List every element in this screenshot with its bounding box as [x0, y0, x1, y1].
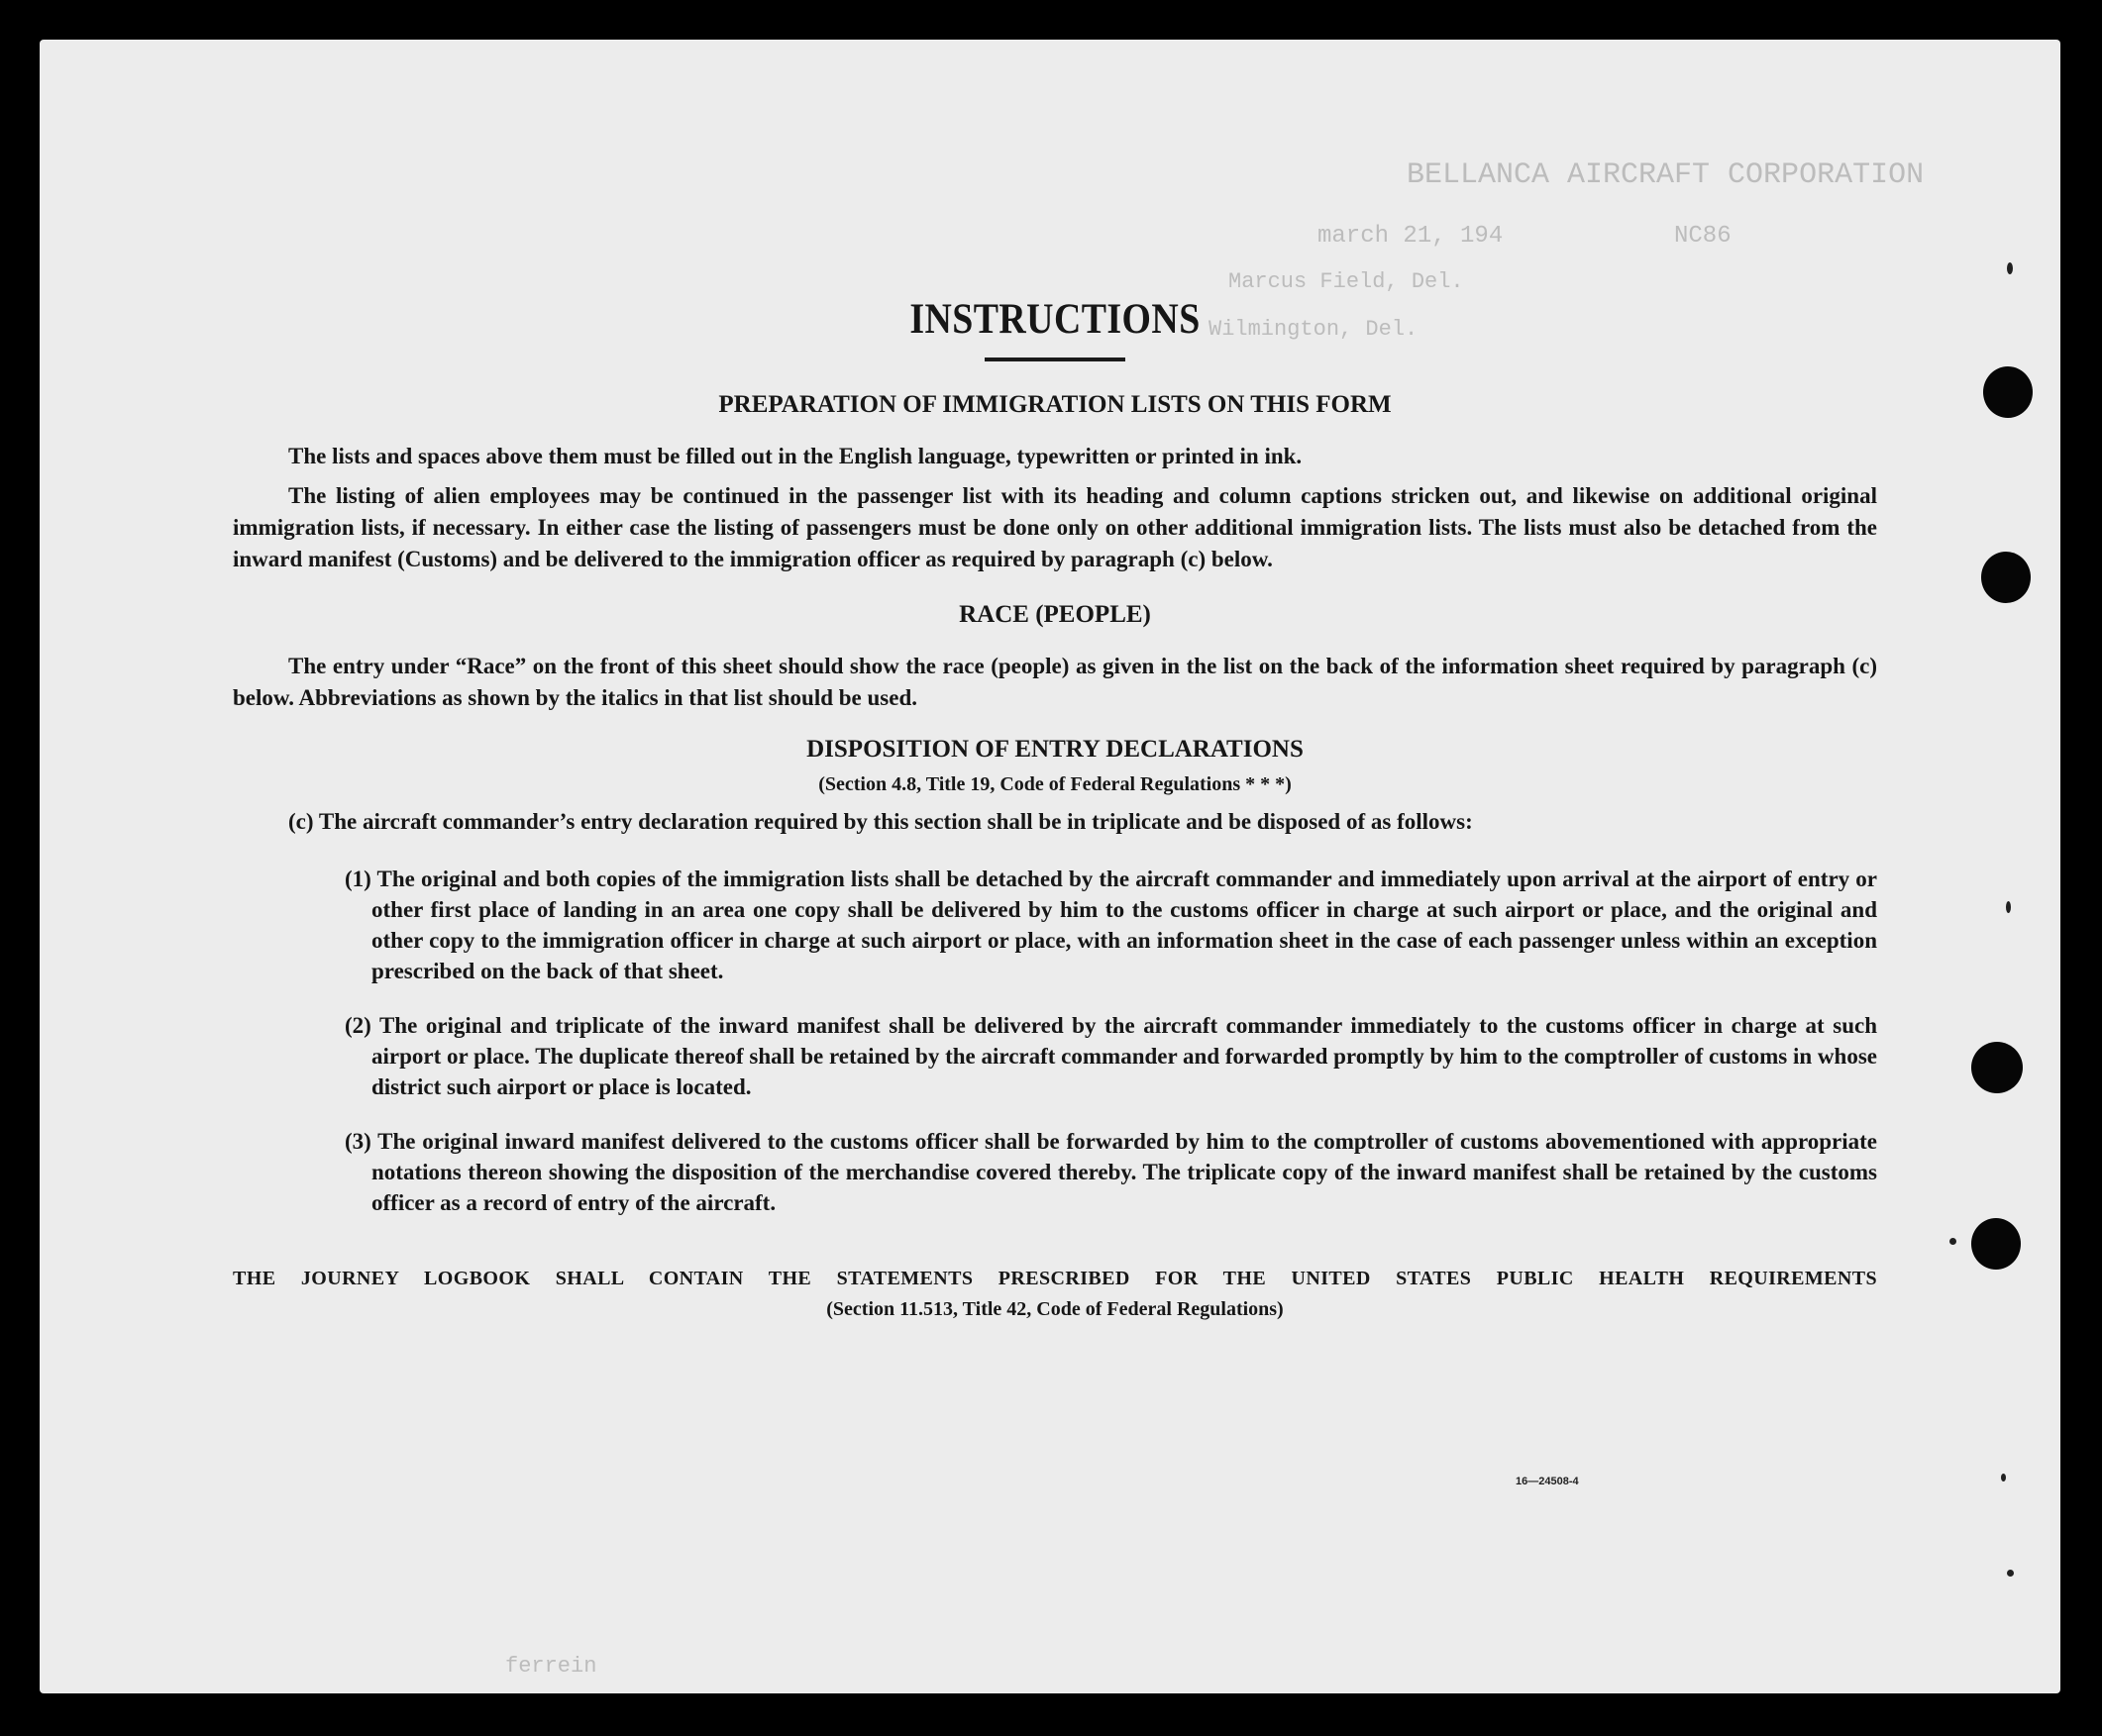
bleed-through-text: Marcus Field, Del.: [1228, 269, 1464, 294]
footer-statement: THE JOURNEY LOGBOOK SHALL CONTAIN THE STATEMENTS PRESCRIBED FOR THE UNITED STATES PUBLIC HEALTH REQUIREMENTS: [233, 1268, 1877, 1289]
bleed-through-text: NC86: [1674, 223, 1732, 250]
bleed-through-text: BELLANCA AIRCRAFT CORPORATION: [1407, 158, 1925, 192]
disposition-item-2: (2) The original and triplicate of the inward manifest shall be delivered by the aircraft commander immediately to the customs officer in charge at such airport or place. The duplicate thereof shall be retained by the aircraft commander and forwarded promptly by him to the comptroller of customs in whose district such airport or place is located.: [345, 1013, 1877, 1099]
disposition-citation: (Section 4.8, Title 19, Code of Federal Regulations * * *): [818, 773, 1292, 795]
instructions-body: [233, 292, 1877, 1321]
form-number: 16—24508-4: [1516, 1476, 1579, 1487]
disposition-item-3: (3) The original inward manifest delivered to the customs officer shall be forwarded by him to the comptroller of customs abovementioned with appropriate notations thereon showing the disposition of the merchandise covered thereby. The triplicate copy of the inward manifest shall be retained by the customs officer as a record of entry of the aircraft.: [345, 1129, 1877, 1215]
document-page: [40, 40, 2060, 1693]
punch-hole: [1971, 1218, 2021, 1270]
preparation-paragraph-2: The listing of alien employees may be continued in the passenger list with its heading and column captions stricken out, and likewise on additional original immigration lists, if necessary. In either case the listing of passengers must be done only on other additional immigration lists. The lists must also be detached from the inward manifest (Customs) and be delivered to the immigration officer as required by paragraph (c) below.: [233, 483, 1877, 571]
page-title: INSTRUCTIONS: [909, 296, 1201, 343]
speck: [2001, 1474, 2006, 1481]
section-heading-race: RACE (PEOPLE): [959, 601, 1151, 628]
bleed-through-text: ferrein: [505, 1654, 597, 1679]
title-underline: [985, 357, 1125, 361]
section-heading-disposition: DISPOSITION OF ENTRY DECLARATIONS: [806, 736, 1304, 763]
punch-hole: [1981, 552, 2031, 603]
section-heading-preparation: PREPARATION OF IMMIGRATION LISTS ON THIS FORM: [718, 391, 1392, 418]
race-paragraph: The entry under “Race” on the front of this sheet should show the race (people) as given in the list on the back of the information sheet required by paragraph (c) below. Abbreviations as shown by the italics in that list should be used.: [233, 654, 1877, 710]
disposition-item-1: (1) The original and both copies of the immigration lists shall be detached by the aircraft commander and immediately upon arrival at the airport of entry or other first place of landing in an area one copy shall be delivered by him to the customs officer in charge at such airport or place, and the original and other copy to the immigration officer in charge at such airport or place, with an information sheet in the case of each passenger unless within an exception prescribed on the back of that sheet.: [345, 867, 1877, 983]
footer-citation: (Section 11.513, Title 42, Code of Federal Regulations): [826, 1298, 1284, 1320]
speck: [1949, 1238, 1956, 1245]
disposition-intro: (c) The aircraft commander’s entry declaration required by this section shall be in triplicate and be disposed of as follows:: [288, 809, 1473, 834]
bleed-through-text: march 21, 194: [1317, 223, 1504, 250]
preparation-paragraph-1: The lists and spaces above them must be filled out in the English language, typewritten or printed in ink.: [288, 444, 1303, 468]
punch-hole: [1971, 1042, 2023, 1093]
bleed-through-text: Wilmington, Del.: [1209, 317, 1419, 342]
speck: [2007, 262, 2013, 274]
speck: [2007, 1570, 2014, 1577]
speck: [2006, 901, 2011, 913]
punch-hole: [1983, 366, 2033, 418]
